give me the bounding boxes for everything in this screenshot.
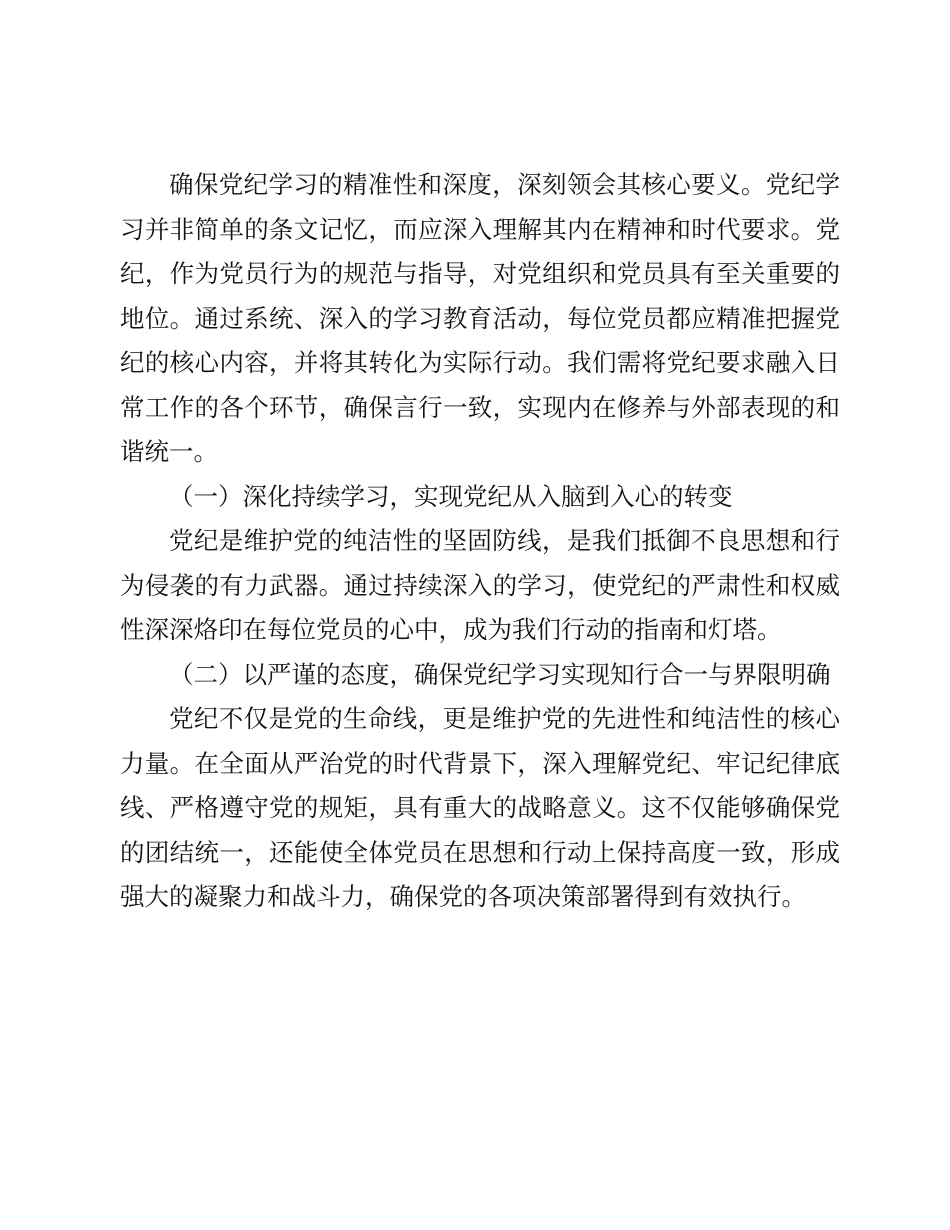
paragraph-intro: 确保党纪学习的精准性和深度，深刻领会其核心要义。党纪学习并非简单的条文记忆，而应深入理解其内在精神和时代要求。党纪，作为党员行为的规范与指导，对党组织和党员具有至关重要的地位。通过系统、深入的学习教育活动，每位党员都应精准把握党纪的核心内容，并将其转化为实际行动。我们需将党纪要求融入日常工作的各个环节，确保言行一致，实现内在修养与外部表现的和谐统一。 <box>120 170 840 466</box>
section-heading-1: （一）深化持续学习，实现党纪从入脑到入心的转变 <box>169 481 733 511</box>
document-body <box>120 163 840 920</box>
paragraph-section-1: 党纪是维护党的纯洁性的坚固防线，是我们抵御不良思想和行为侵袭的有力武器。通过持续深入的学习，使党纪的严肃性和权威性深深烙印在每位党员的心中，成为我们行动的指南和灯塔。 <box>120 526 840 644</box>
section-heading-2: （二）以严谨的态度，确保党纪学习实现知行合一与界限明确 <box>169 659 831 689</box>
paragraph-section-2: 党纪不仅是党的生命线，更是维护党的先进性和纯洁性的核心力量。在全面从严治党的时代背景下，深入理解党纪、牢记纪律底线、严格遵守党的规矩，具有重大的战略意义。这不仅能够确保党的团结统一，还能使全体党员在思想和行动上保持高度一致，形成强大的凝聚力和战斗力，确保党的各项决策部署得到有效执行。 <box>120 704 840 911</box>
